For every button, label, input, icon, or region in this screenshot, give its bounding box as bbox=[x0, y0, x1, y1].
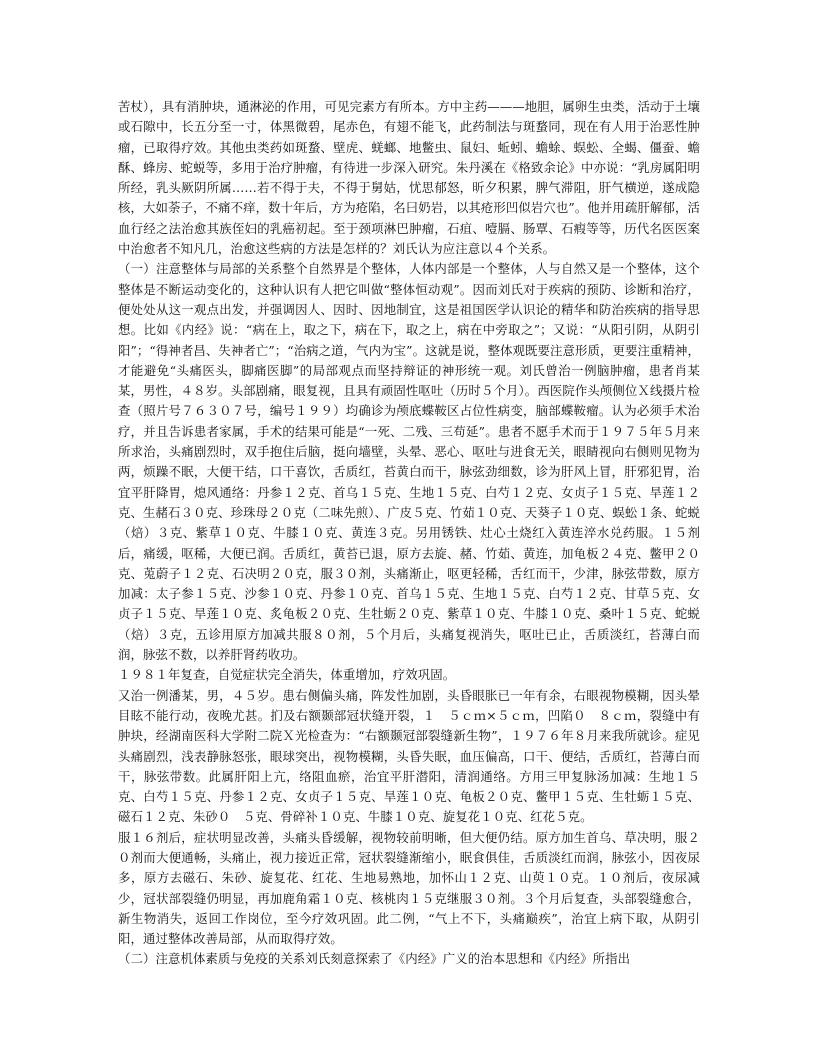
paragraph-4: 又治一例潘某，男，４５岁。患右侧偏头痛，阵发性加剧，头昏眼胀已一年有余，右眼视物模糊，因头晕目眩不能行动，夜晚尤甚。扪及右额颞部冠状缝开裂，１ ５ｃｍ×５ｃｍ，凹陷０ ８ｃｍ，裂缝中有肿块，经湖南医科大学附二院Ｘ光检查为：“右额颞冠部裂缝新生物”，１９７６年８月来我所就诊。症见头痛剧烈，浅表静脉怒张，眼球突出，视物模糊，头昏失眠，血压偏高，口干、便结，舌质红，苔薄白而干，脉弦带数。此属肝阳上亢，络阻血瘀，治宜平肝潜阳，清润通络。方用三甲复脉汤加减：生地１５克、白芍１５克、丹参１２克、女贞子１５克、旱莲１０克、龟板２０克、鳖甲１５克、生牡蛎１５克、磁石１２克、朱砂０ ５克、骨碎补１０克、牛膝１０克、旋复花１０克、红花５克。 bbox=[118, 687, 700, 825]
paragraph-5: 服１６剂后，症状明显改善，头痛头昏缓解，视物较前明晰，但大便仍结。原方加生首乌、草决明，服２０剂而大便通畅，头痛止，视力接近正常，冠状裂缝渐缩小，眠食俱佳，舌质淡红而润，脉弦小，因夜尿多，原方去磁石、朱砂、旋复花、红花、生地易熟地，加怀山１２克、山萸１０克。１０剂后，夜尿减少，冠状部裂缝仍明显，再加鹿角霜１０克、核桃肉１５克继服３０剂。３个月后复查，头部裂缝愈合，新生物消失，返回工作岗位，至今疗效巩固。此二例，“气上不下，头痛巅疾”，治宜上病下取，从阴引阳，通过整体改善局部，从而取得疗效。 bbox=[118, 829, 700, 947]
document-page bbox=[118, 97, 700, 970]
paragraph-1: 苦杖），具有消肿块，通淋泌的作用，可见完素方有所本。方中主药———地胆，属卵生虫类，活动于土壤或石隙中，长五分至一寸，体黑微碧，尾赤色，有翅不能飞，此药制法与斑蝥同，现在有人用于治恶性肿瘤，已取得疗效。其他虫类药如斑蝥、壁虎、蜣螂、地鳖虫、鼠妇、蚯蚓、蟾蜍、蜈蚣、全蝎、僵蚕、蟾酥、蜂房、蛇蜕等，多用于治疗肿瘤，有待进一步深入研究。朱丹溪在《格致余论》中亦说：“乳房属阳明所经，乳头厥阴所属……若不得于夫，不得于舅姑，忧思郁怒，昕夕积累，脾气滞阻，肝气横逆，遂成隐核，大如荼子，不痛不痒，数十年后，方为疮陷，名曰奶岩，以其疮形凹似岩穴也”。他并用疏肝解郁，活血行经之法治愈其族侄妇的乳癌初起。至于颈项淋巴肿瘤，石疽、噎膈、肠覃、石瘕等等，历代名医医案中治愈者不知凡几，治愈这些病的方法是怎样的？刘氏认为应注意以４个关系。 bbox=[118, 99, 700, 257]
paragraph-2: （一）注意整体与局部的关系整个自然界是个整体，人体内部是一个整体，人与自然又是一个整体，这个整体是不断运动变化的，这种认识有人把它叫做“整体恒动观”。因而刘氏对于疾病的预防、诊断和治疗，便处处从这一观点出发，并强调因人、因时、因地制宜，这是祖国医学认识论的精华和防治疾病的指导思想。比如《内经》说：“病在上，取之下，病在下，取之上，病在中旁取之”；又说：“从阳引阴，从阴引阳”；“得神者昌、失神者亡”；“治病之道，气内为宝”。这就是说，整体观既要注意形质，更要注重精神，才能避免“头痛医头，脚痛医脚”的局部观点而坚持辩证的神形统一观。刘氏曾治一例脑肿瘤，患者肖某某，男性，４８岁。头部剧痛，眼复视，且具有顽固性呕吐（历时５个月）。西医院作头颅侧位Ｘ线摄片检查（照片号７６３０７号，编号１９９）均确诊为颅底蝶鞍区占位性病变，脑部蝶鞍瘤。认为必须手术治疗，并且告诉患者家属，手术的结果可能是“一死、二残、三苟延”。患者不愿手术而于１９７５年５月来所求治，头痛剧烈时，双手抱住后脑，挺向墙壁，头晕、恶心、呕吐与进食无关，眼睛视向右侧则见物为两，烦躁不眠，大便干结，口干喜饮，舌质红，苔黄白而干，脉弦劲细数，诊为肝风上冒，肝邪犯胃，治宜平肝降胃，熄风通络：丹参１２克、首乌１５克、生地１５克、白芍１２克、女贞子１５克、旱莲１２克、生赭石３０克、珍珠母２０克（二味先煎）、广皮５克、竹茹１０克、天葵子１０克、蜈蚣１条、蛇蜕（焙）３克、紫草１０克、牛膝１０克、黄连３克。另用锈铁、灶心土烧红入黄连淬水兑药服。１５剂后，痛缓，呕稀，大便已润。舌质红，黄苔已退，原方去旋、赭、竹茹、黄连，加龟板２４克、鳖甲２０克、莵蔚子１２克、石决明２０克，服３０剂，头痛渐止，呕更轻稀，舌红而干，少津，脉弦带数，原方加减：太子参１５克、沙参１０克、丹参１０克、首乌１５克、生地１５克、白芍１２克、甘草５克、女贞子１５克、旱莲１０克、炙龟板２０克、生牡蛎２０克、紫草１０克、牛膝１０克、桑叶１５克、蛇蜕（焙）３克，五诊用原方加减共服８０剂，５个月后，头痛复视消失，呕吐已止，舌质淡红，苔薄白而润，脉弦不数，以养肝肾药收功。 bbox=[118, 261, 700, 663]
paragraph-6: （二）注意机体素质与免疫的关系刘氏刻意探索了《内经》广义的治本思想和《内经》所指出 bbox=[118, 951, 631, 967]
paragraph-3: １９８１年复查，自觉症状完全消失，体重增加，疗效巩固。 bbox=[118, 667, 456, 683]
